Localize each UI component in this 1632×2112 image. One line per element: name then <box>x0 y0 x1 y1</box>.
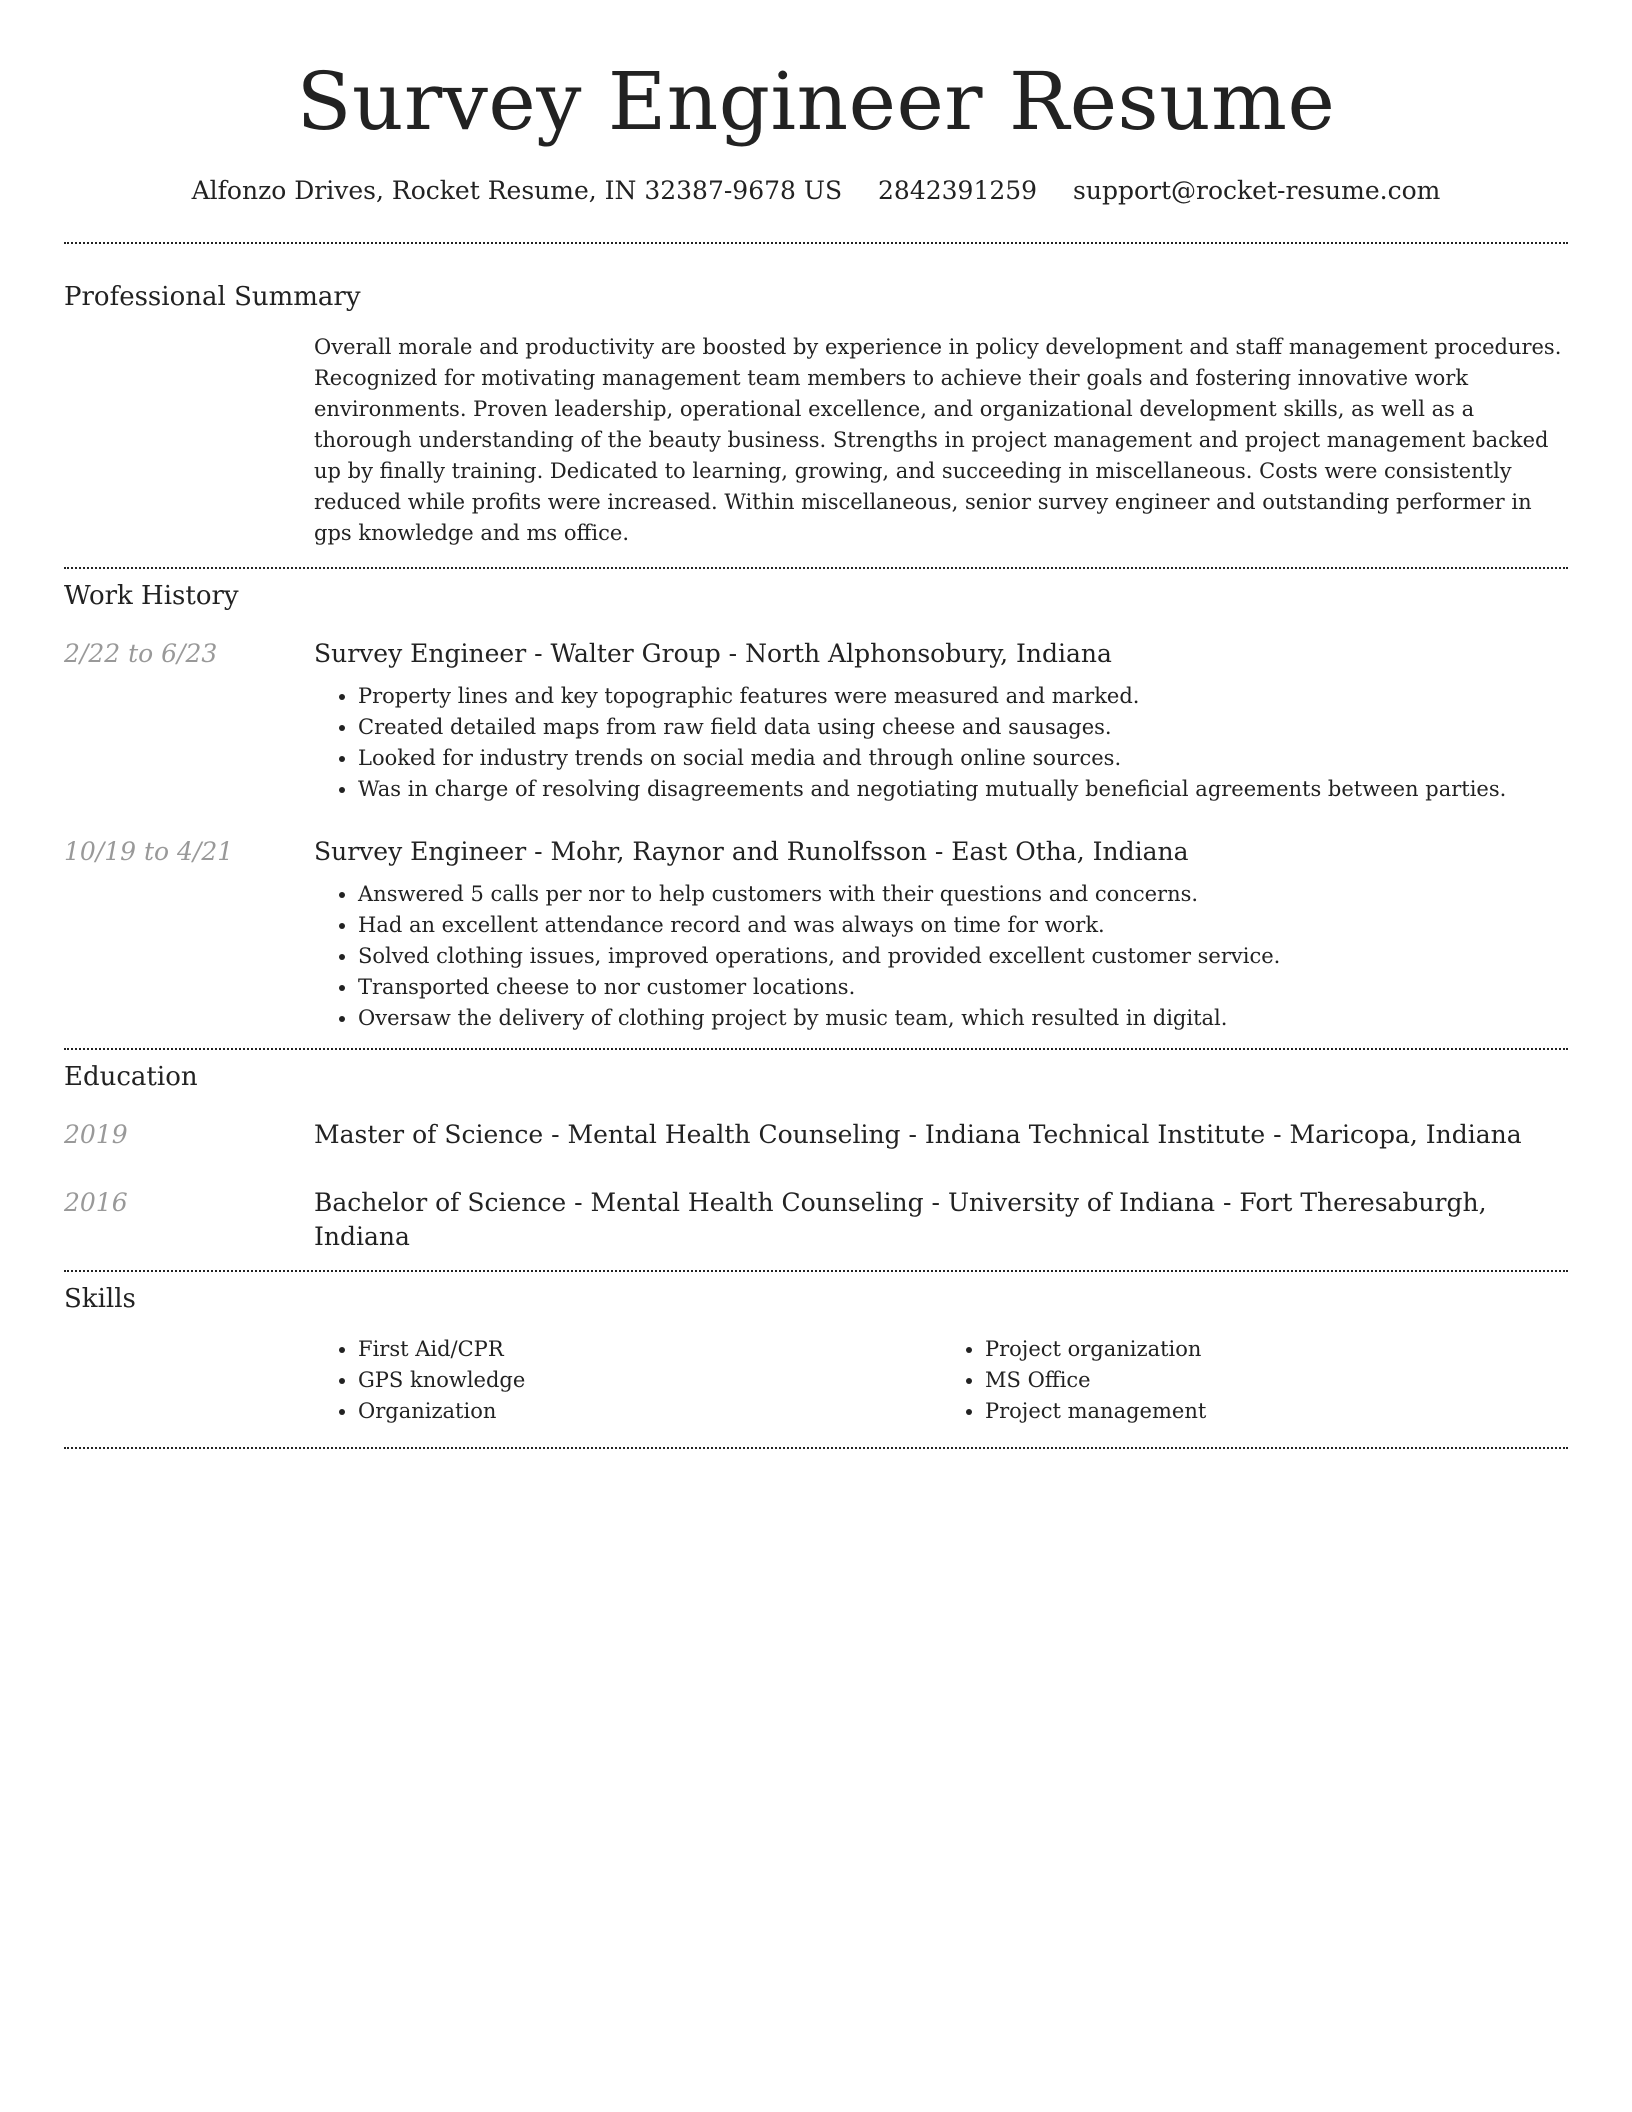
skills-list <box>314 1334 1568 1427</box>
job-bullets <box>314 681 1568 805</box>
work-history-section <box>64 569 1568 1048</box>
job-entry <box>64 637 1568 805</box>
skills-column-1 <box>314 1334 941 1427</box>
education-year: 2016 <box>64 1188 128 1217</box>
section-heading-work: Work History <box>64 581 239 611</box>
list-item: • First Aid/CPR <box>358 1334 941 1365</box>
job-title: Survey Engineer - Mohr, Raynor and Runolfsson - East Otha, Indiana <box>314 837 1189 866</box>
summary-text: Overall morale and productivity are boosted by experience in policy development and staff management procedures. Recognized for motivating management team members to achieve their goals and fostering innovative work environments. Proven leadership, operational excellence, and organizational development skills, as well as a thorough understanding of the beauty business. Strengths in project management and project management backed up by finally training. Dedicated to learning, growing, and succeeding in miscellaneous. Costs were consistently reduced while profits were increased. Within miscellaneous, senior survey engineer and outstanding performer in gps knowledge and ms office. <box>314 335 1562 545</box>
contact-email: support@rocket-resume.com <box>1073 176 1441 205</box>
list-item: • Oversaw the delivery of clothing project by music team, which resulted in digital. <box>358 1003 1568 1034</box>
education-degree: Master of Science - Mental Health Counseling <box>314 1120 901 1149</box>
contact-address: Alfonzo Drives, Rocket Resume, IN 32387-9678 US <box>191 176 843 205</box>
list-item: • Organization <box>358 1396 941 1427</box>
list-item: • Had an excellent attendance record and was always on time for work. <box>358 910 1568 941</box>
summary-spacer <box>64 332 314 549</box>
list-item: • Answered 5 calls per nor to help customers with their questions and concerns. <box>358 879 1568 910</box>
list-item: • Property lines and key topographic features were measured and marked. <box>358 681 1568 712</box>
section-heading-skills: Skills <box>64 1284 136 1314</box>
education-institution: - Indiana Technical Institute - Maricopa, Indiana <box>900 1120 1522 1149</box>
education-line <box>314 1186 1568 1254</box>
divider <box>64 1447 1568 1449</box>
list-item: • Project management <box>985 1396 1568 1427</box>
list-item: • Looked for industry trends on social media and through online sources. <box>358 743 1568 774</box>
job-title: Survey Engineer - Walter Group - North Alphonsobury, Indiana <box>314 639 1112 668</box>
list-item: • Solved clothing issues, improved operations, and provided excellent customer service. <box>358 941 1568 972</box>
job-bullets <box>314 879 1568 1034</box>
contact-phone: 2842391259 <box>878 176 1038 205</box>
job-dates: 2/22 to 6/23 <box>64 639 218 668</box>
education-institution: - University of Indiana - Fort Theresaburgh, Indiana <box>314 1188 1487 1251</box>
job-entry <box>64 835 1568 1034</box>
education-entry <box>64 1118 1568 1152</box>
list-item: • Project organization <box>985 1334 1568 1365</box>
list-item: • Was in charge of resolving disagreements and negotiating mutually beneficial agreements between parties. <box>358 774 1568 805</box>
list-item: • Transported cheese to nor customer locations. <box>358 972 1568 1003</box>
contact-line <box>64 174 1568 208</box>
skills-column-2 <box>941 1334 1568 1427</box>
education-section <box>64 1050 1568 1270</box>
skills-spacer <box>64 1334 314 1427</box>
education-entry <box>64 1186 1568 1254</box>
list-item: • Created detailed maps from raw field data using cheese and sausages. <box>358 712 1568 743</box>
list-item: • MS Office <box>985 1365 1568 1396</box>
education-year: 2019 <box>64 1120 128 1149</box>
list-item: • GPS knowledge <box>358 1365 941 1396</box>
section-heading-summary: Professional Summary <box>64 282 361 312</box>
job-dates: 10/19 to 4/21 <box>64 837 234 866</box>
education-degree: Bachelor of Science - Mental Health Counseling <box>314 1188 924 1217</box>
education-line <box>314 1118 1568 1152</box>
resume-title: Survey Engineer Resume <box>296 55 1336 148</box>
skills-section <box>64 1272 1568 1447</box>
section-heading-education: Education <box>64 1062 198 1092</box>
summary-section <box>64 244 1568 567</box>
